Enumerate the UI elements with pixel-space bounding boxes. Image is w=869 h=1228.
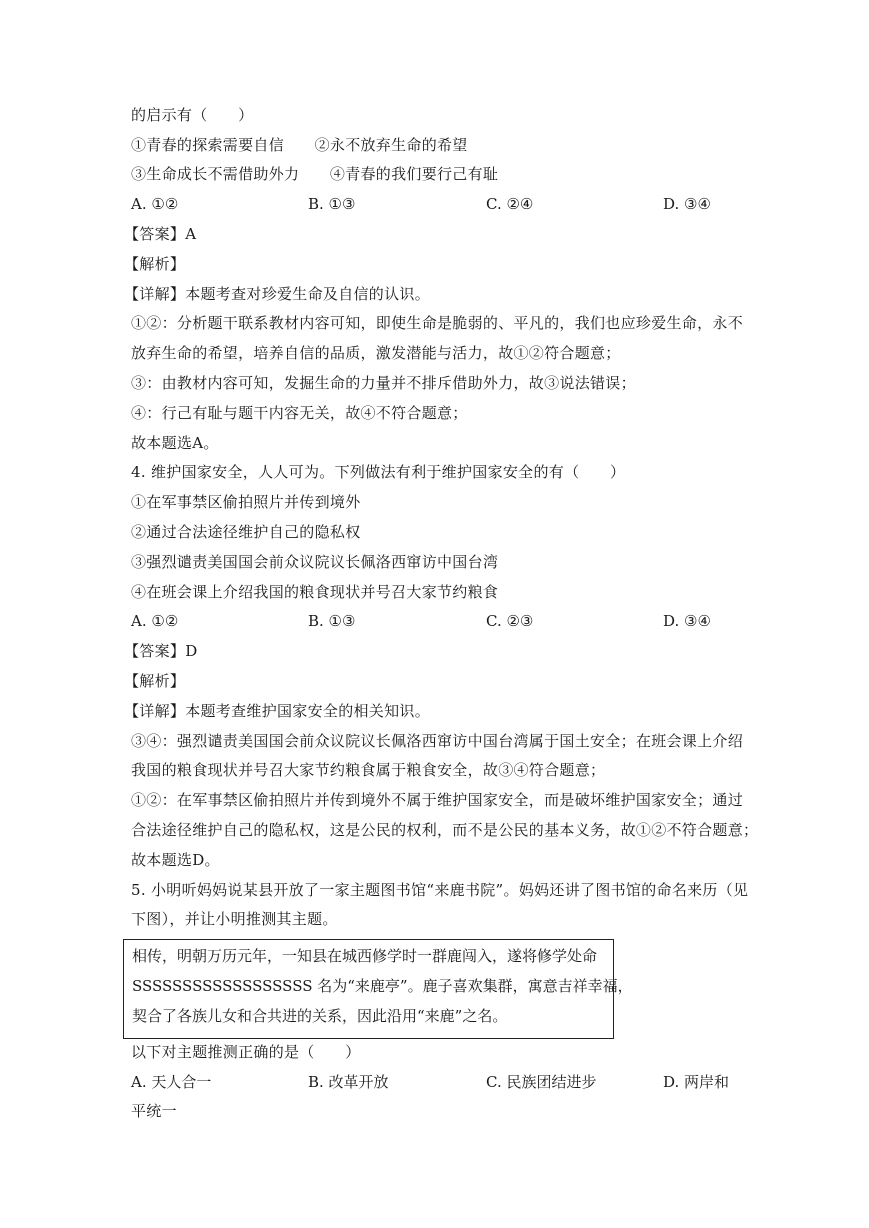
- q4-detail-6: 故本题选D。: [131, 851, 220, 869]
- q5-stem-2: 下图），并让小明推测其主题。: [131, 910, 338, 928]
- q4-item-3: ③强烈谴责美国国会前众议院议长佩洛西窜访中国台湾: [131, 553, 499, 571]
- q3-detail-6: 故本题选A。: [131, 434, 219, 452]
- q3-stem-tail: 的启示有（ ）: [131, 106, 254, 124]
- q3-option-b: B. ①③: [308, 195, 356, 213]
- q4-detail-1: 【详解】本题考查维护国家安全的相关知识。: [124, 702, 431, 720]
- q3-option-d: D. ③④: [663, 195, 711, 213]
- q3-option-c: C. ②④: [486, 195, 534, 213]
- q3-option-a: A. ①②: [131, 195, 179, 213]
- q5-option-b: B. 改革开放: [308, 1073, 389, 1091]
- q4-detail-4: ①②：在军事禁区偷拍照片并传到境外不属于维护国家安全，而是破坏维护国家安全；通过: [131, 791, 744, 809]
- q3-detail-4: ③：由教材内容可知，发掘生命的力量并不排斥借助外力，故③说法错误；: [131, 374, 636, 392]
- q4-detail-5: 合法途径维护自己的隐私权，这是公民的权利，而不是公民的基本义务，故①②不符合题意；: [131, 821, 759, 839]
- q4-detail-3: 我国的粮食现状并号召大家节约粮食属于粮食安全，故③④符合题意；: [131, 761, 606, 779]
- q4-item-1: ①在军事禁区偷拍照片并传到境外: [131, 493, 361, 511]
- q4-detail-2: ③④：强烈谴责美国国会前众议院议长佩洛西窜访中国台湾属于国土安全；在班会课上介绍: [131, 732, 744, 750]
- q5-box-line-1: 相传，明朝万历元年，一知县在城西修学时一群鹿闯入，遂将修学处命: [132, 947, 598, 965]
- q5-box-line-2: SSSSSSSSSSSSSSSSSS 名为“来鹿亭”。鹿子喜欢集群，寓意吉祥幸福，: [132, 977, 633, 995]
- q4-option-a: A. ①②: [131, 612, 179, 630]
- q4-item-2: ②通过合法途径维护自己的隐私权: [131, 523, 361, 541]
- q5-option-d: D. 两岸和: [663, 1073, 730, 1091]
- q5-option-a: A. 天人合一: [131, 1073, 212, 1091]
- q3-item-line-2: ③生命成长不需借助外力 ④青春的我们要行己有耻: [131, 165, 499, 183]
- q3-answer: 【答案】A: [124, 225, 197, 243]
- q3-analysis-label: 【解析】: [124, 255, 186, 273]
- q4-stem: 4. 维护国家安全，人人可为。下列做法有利于维护国家安全的有（ ）: [131, 463, 626, 481]
- q3-item-line-1: ①青春的探索需要自信 ②永不放弃生命的希望: [131, 136, 468, 154]
- q5-box-line-3: 契合了各族儿女和合共进的关系，因此沿用“来鹿”之名。: [132, 1007, 508, 1025]
- q3-detail-3: 放弃生命的希望，培养自信的品质，激发潜能与活力，故①②符合题意；: [131, 344, 621, 362]
- q3-detail-5: ④：行己有耻与题干内容无关，故④不符合题意；: [131, 404, 468, 422]
- q4-analysis-label: 【解析】: [124, 672, 186, 690]
- q5-option-d-wrap: 平统一: [131, 1102, 177, 1120]
- q4-answer: 【答案】D: [124, 642, 198, 660]
- q4-option-c: C. ②③: [486, 612, 534, 630]
- q4-item-4: ④在班会课上介绍我国的粮食现状并号召大家节约粮食: [131, 583, 499, 601]
- q4-option-d: D. ③④: [663, 612, 711, 630]
- q3-detail-2: ①②：分析题干联系教材内容可知，即使生命是脆弱的、平凡的，我们也应珍爱生命，永不: [131, 314, 744, 332]
- q3-detail-1: 【详解】本题考查对珍爱生命及自信的认识。: [124, 285, 431, 303]
- q5-stem-1: 5. 小明听妈妈说某县开放了一家主题图书馆“来鹿书院”。妈妈还讲了图书馆的命名来历（见: [131, 881, 749, 899]
- q4-option-b: B. ①③: [308, 612, 356, 630]
- q5-question: 以下对主题推测正确的是（ ）: [131, 1043, 361, 1061]
- q5-option-c: C. 民族团结进步: [486, 1073, 597, 1091]
